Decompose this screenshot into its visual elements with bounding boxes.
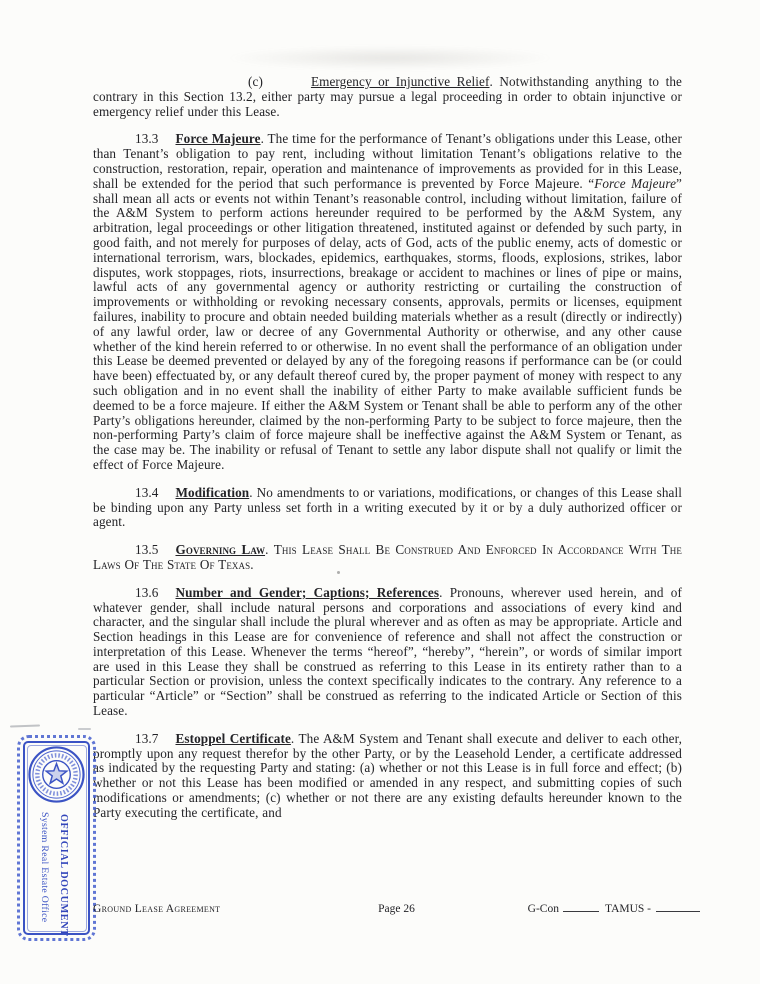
document-body: [93, 75, 682, 834]
section-number: 13.3: [135, 131, 159, 147]
paragraph-13-7-estoppel-certificate: [93, 732, 682, 821]
body-text-run: . Notwithstanding anything to the contrary in this Section 13.2, either party may pursue a legal proceeding in order to obtain injunctive or emergency relief under this Lease.: [93, 74, 682, 119]
body-text-run: . The time for the performance of Tenant’s obligations under this Lease, other than Tenant’s obligation to pay rent, including without limitation Tenant’s obligations relative to the construction, restoration, repair, operation and maintenance of improvements as provided for in this Lease, shall be extended for the period that such performance is prevented by Force Majeure. “: [93, 131, 683, 191]
paragraph-13-4-modification: [93, 486, 682, 530]
gcon-label: G-Con: [527, 903, 559, 915]
section-heading: Force Majeure: [175, 131, 261, 147]
footer-contract-numbers: [415, 901, 700, 915]
section-number: 13.5: [135, 542, 159, 558]
section-number: 13.6: [135, 584, 159, 600]
tab-space: [158, 553, 175, 554]
section-heading: Modification: [175, 484, 250, 500]
body-text-run: .: [265, 542, 274, 558]
paragraph-13-5-governing-law: [93, 543, 682, 573]
body-text-run: This Lease Shall Be Construed And Enforced In Accordance With The Laws Of The State Of Texas.: [93, 542, 682, 572]
footer-page-number: Page 26: [378, 903, 415, 915]
tab-space: [263, 85, 311, 86]
paragraph-13-6-number-and-gender: [93, 586, 682, 719]
official-document-stamp: [17, 735, 96, 941]
tab-space: [158, 596, 175, 597]
body-text-run: ” shall mean all acts or events not within Tenant’s reasonable control, including without limitation, failure of the A&M System to perform actions hereunder required to be performed by the A&M System, any arbitration, legal proceedings or other litigation threatened, instituted against or defended by such party, in good faith, and not merely for purposes of delay, acts of God, acts of the public enemy, acts of domestic or international terrorism, wars, blockades, epidemics, earthquakes, storms, floods, explosions, strikes, labor disputes, work stoppages, riots, insurrections, breakage or accident to machines or lines of pipe or mains, lawful acts of any governmental agency or authority restricting or curtailing the construction of improvements or withholding or revoking necessary consents, approvals, permits or licenses, equipment failures, inability to procure and obtain needed building materials whether as a result (directly or indirectly) of any lawful order, law or decree of any Governmental Authority or otherwise, and any other cause whether of the kind herein referred to or otherwise. In no event shall the performance of an obligation under this Lease be deemed prevented or delayed by any of the foregoing reasons if performance can be (or could have been) effectuated by, or any default thereof cured by, the proper payment of money with respect to any such obligation and in no event shall the inability of either Party to make available sufficient funds be deemed to be a force majeure. If either the A&M System or Tenant shall be able to perform any of the other Party’s obligations hereunder, claimed by the non-performing Party to be subject to force majeure, then the non-performing Party’s claim of force majeure shall be ineffective against the A&M System or Tenant, as the case may be. The inability or refusal of Tenant to settle any labor dispute shall not qualify or limit the effect of Force Majeure.: [93, 175, 682, 472]
star-icon: [46, 764, 67, 784]
scan-smudge: [225, 46, 555, 70]
tamus-blank-line: [656, 901, 700, 912]
section-number: (c): [248, 74, 263, 89]
body-text-run: . No amendments to or variations, modifications, or changes of this Lease shall be binding upon any Party unless set forth in a writing executed by it or by a duly authorized officer or agent.: [93, 484, 682, 530]
paragraph-13-2-c-emergency-relief: [93, 75, 682, 119]
body-text-run: Force Majeure: [594, 175, 677, 191]
tab-space: [158, 496, 175, 497]
gcon-blank-line: [563, 901, 599, 912]
scan-artifact: [78, 728, 91, 730]
body-text-run: . Pronouns, wherever used herein, and of whatever gender, shall include natural persons and corporations and associations of every kind and character, and the singular shall include the plural wherever and as often as may be appropriate. Article and Section headings in this Lease are for convenience of reference and shall not affect the construction or interpretation of this Lease. Whenever the terms “hereof”, “hereby”, “herein”, or words of similar import are used in this Lease they shall be construed as referring to this Lease in its entirety rather than to a particular Section or provision, unless the context specifically indicates to the contrary. Any reference to a particular “Article” or “Section” shall be construed as referring to the indicated Article or Section of this Lease.: [93, 584, 682, 719]
tab-space: [158, 142, 175, 143]
section-heading: Number and Gender; Captions; References: [175, 584, 440, 600]
scan-artifact: [337, 571, 340, 574]
section-number: 13.4: [135, 484, 159, 500]
section-heading: Estoppel Certificate: [175, 730, 291, 746]
footer-doc-title: Ground Lease Agreement: [93, 903, 221, 915]
tamus-label: TAMUS -: [604, 903, 652, 915]
tamus-seal-icon: [27, 745, 86, 804]
tab-space: [158, 742, 175, 743]
section-heading: Governing Law: [175, 542, 266, 558]
page-footer: [93, 901, 700, 915]
stamp-official-text: OFFICIAL DOCUMENT: [58, 814, 69, 937]
section-number: 13.7: [135, 730, 159, 746]
body-text-run: . The A&M System and Tenant shall execute and deliver to each other, promptly upon any request therefor by the other Party, or by the Leasehold Lender, a certificate addressed as indicated by the requesting Party and stating: (a) whether or not this Lease is in full force and effect; (b) whether or not this Lease has been modified or amended in any respect, and submitting copies of such modifications or amendments; (c) whether or not there are any existing defaults hereunder known to the Party executing the certificate, and: [93, 730, 682, 820]
scan-artifact: [10, 724, 40, 727]
stamp-office-text: System Real Estate Office: [39, 812, 50, 923]
paragraph-13-3-force-majeure: [93, 132, 682, 472]
section-heading: Emergency or Injunctive Relief: [310, 74, 490, 89]
